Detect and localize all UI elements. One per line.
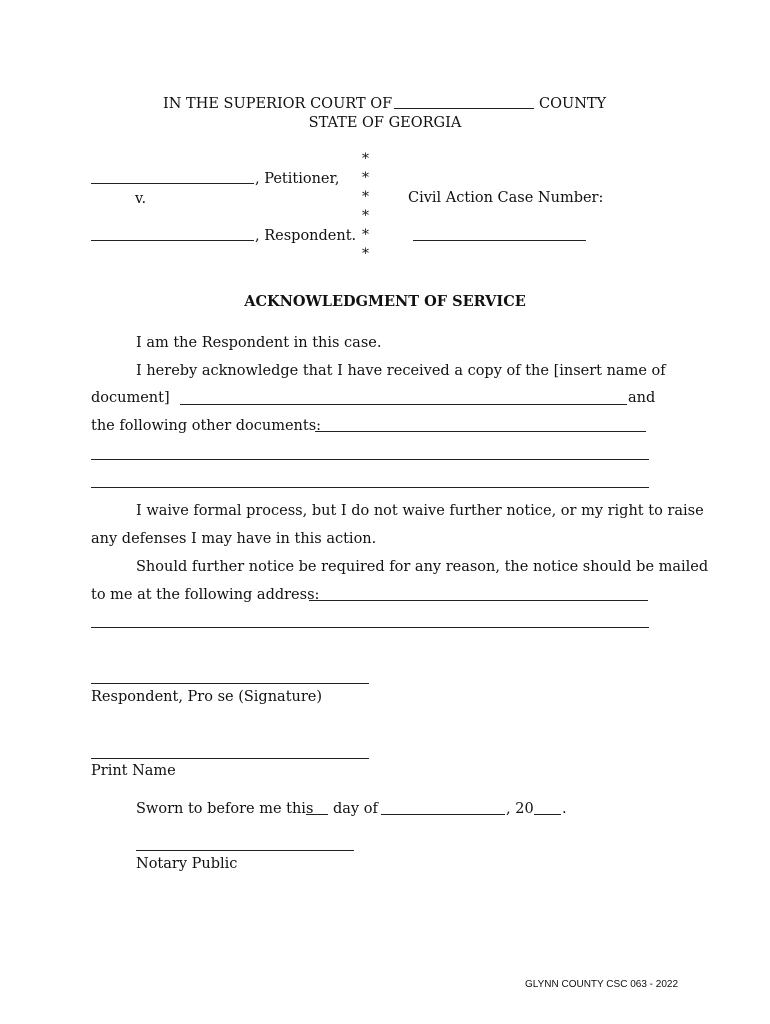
- caption-separator-star: *: [362, 208, 369, 224]
- mailing-address-label: to me at the following address:: [91, 587, 320, 603]
- petitioner-name-blank[interactable]: [91, 183, 254, 184]
- sworn-year-blank[interactable]: [534, 814, 561, 815]
- form-id-footer: GLYNN COUNTY CSC 063 - 2022: [525, 979, 679, 990]
- sworn-month-blank[interactable]: [381, 814, 505, 815]
- other-documents-blank[interactable]: [91, 487, 649, 488]
- caption-separator-star: *: [362, 189, 369, 205]
- paragraph-respondent-statement: I am the Respondent in this case.: [136, 335, 382, 351]
- paragraph-notice-line-1: Should further notice be required for any reason, the notice should be mailed: [136, 559, 709, 575]
- caption-separator-star: *: [362, 227, 369, 243]
- other-documents-label: the following other documents:: [91, 418, 322, 434]
- mailing-address-blank[interactable]: [91, 627, 649, 628]
- county-name-blank[interactable]: [394, 108, 534, 109]
- respondent-label: , Respondent.: [255, 228, 357, 244]
- paragraph-waiver-line-2: any defenses I may have in this action.: [91, 531, 377, 547]
- print-name-blank[interactable]: [91, 758, 369, 759]
- paragraph-acknowledge-line-1: I hereby acknowledge that I have received a copy of the [insert name of: [136, 363, 666, 379]
- paragraph-acknowledge-document-prefix: document]: [91, 390, 170, 406]
- versus-label: v.: [135, 191, 147, 207]
- sworn-prefix: Sworn to before me this: [136, 801, 314, 817]
- document-title: ACKNOWLEDGMENT OF SERVICE: [244, 293, 526, 310]
- print-name-label: Print Name: [91, 763, 176, 779]
- sworn-day-of: day of: [333, 801, 378, 817]
- sworn-year-prefix: , 20: [506, 801, 534, 817]
- court-line-prefix: IN THE SUPERIOR COURT OF: [163, 96, 393, 112]
- court-line-suffix: COUNTY: [539, 96, 607, 112]
- state-line: STATE OF GEORGIA: [308, 115, 462, 131]
- petitioner-label: , Petitioner,: [255, 171, 340, 187]
- caption-separator-star: *: [362, 170, 369, 186]
- paragraph-acknowledge-and: and: [628, 390, 656, 406]
- notary-signature-blank[interactable]: [136, 850, 354, 851]
- notary-label: Notary Public: [136, 856, 238, 872]
- case-number-blank[interactable]: [413, 240, 586, 241]
- sworn-day-blank[interactable]: [306, 814, 328, 815]
- caption-separator-star: *: [362, 151, 369, 167]
- sworn-year-suffix: .: [562, 801, 567, 817]
- case-number-label: Civil Action Case Number:: [408, 190, 604, 206]
- respondent-name-blank[interactable]: [91, 240, 254, 241]
- other-documents-blank[interactable]: [315, 431, 646, 432]
- other-documents-blank[interactable]: [91, 459, 649, 460]
- paragraph-waiver-line-1: I waive formal process, but I do not waive further notice, or my right to raise: [136, 503, 704, 519]
- signature-label: Respondent, Pro se (Signature): [91, 689, 323, 705]
- caption-separator-star: *: [362, 246, 369, 262]
- mailing-address-blank[interactable]: [309, 600, 648, 601]
- document-name-blank[interactable]: [180, 404, 627, 405]
- signature-blank[interactable]: [91, 683, 369, 684]
